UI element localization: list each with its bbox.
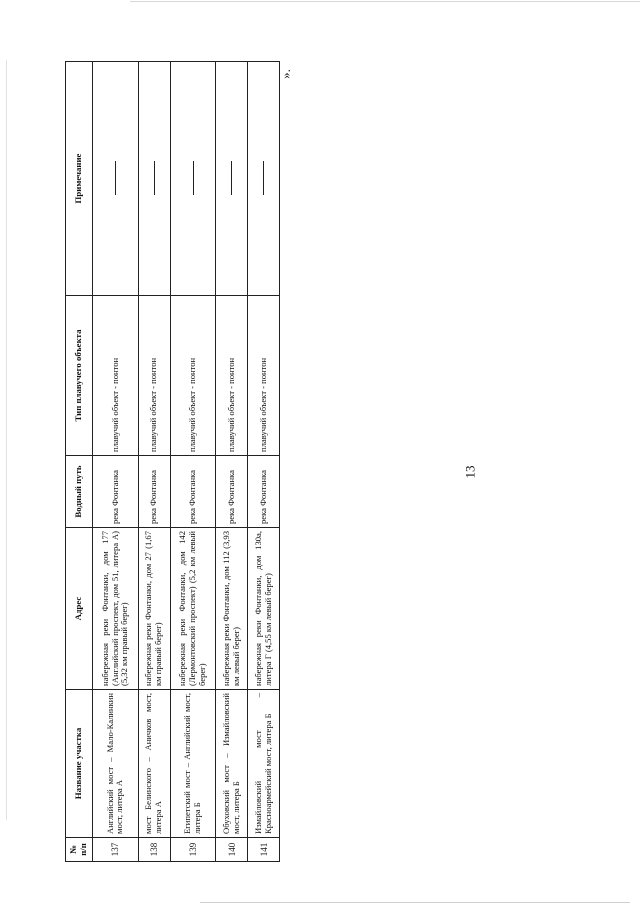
cell-object-type: плавучий объект - понтон [248, 296, 280, 456]
cell-address: набережная реки Фонтанки, дом 130а, литера Г (4,55 км левый берег) [248, 528, 280, 690]
note-dash [115, 162, 116, 196]
cell-note [216, 62, 248, 296]
cell-name: Измайловский мост – Красноармейский мост, литера Б [248, 690, 280, 838]
header-object-type: Тип плавучего объекта [66, 296, 93, 456]
note-dash [193, 162, 194, 196]
cell-address: набережная реки Фонтанки, дом 142 (Лермонтовский проспект) (5,2 км левый берег) [170, 528, 216, 690]
cell-address: набережная реки Фонтанки, дом 27 (1,67 км правый берег) [138, 528, 170, 690]
table-row [216, 62, 248, 862]
note-dash [154, 162, 155, 196]
cell-waterway: река Фонтанка [248, 456, 280, 528]
cell-name: мост Белинского – Аничков мост, литера А [138, 690, 170, 838]
cell-object-type: плавучий объект - понтон [170, 296, 216, 456]
pontoon-table [65, 61, 280, 862]
closing-quote-mark: ». [277, 69, 293, 79]
scan-edge-bottom [200, 902, 630, 903]
cell-name: Английский мост – Мало-Калинкин мост, литера А [93, 690, 139, 838]
table-row [93, 62, 139, 862]
header-note: Примечание [66, 62, 93, 296]
cell-object-type: плавучий объект - понтон [138, 296, 170, 456]
cell-name: Обуховский мост – Измайловский мост, литера Б [216, 690, 248, 838]
header-name: Название участка [66, 690, 93, 838]
table-row [170, 62, 216, 862]
header-address: Адрес [66, 528, 93, 690]
scan-edge-left [6, 60, 7, 820]
cell-number: 138 [138, 838, 170, 862]
cell-object-type: плавучий объект - понтон [216, 296, 248, 456]
cell-waterway: река Фонтанка [93, 456, 139, 528]
cell-note [170, 62, 216, 296]
cell-object-type: плавучий объект - понтон [93, 296, 139, 456]
cell-name: Египетский мост – Английский мост, литера Б [170, 690, 216, 838]
cell-number: 140 [216, 838, 248, 862]
note-dash [263, 162, 264, 196]
header-number: № п/п [66, 838, 93, 862]
header-waterway: Водный путь [66, 456, 93, 528]
cell-note [93, 62, 139, 296]
cell-note [248, 62, 280, 296]
cell-waterway: река Фонтанка [216, 456, 248, 528]
rotated-table-container [65, 62, 280, 862]
rotated-table-frame [65, 62, 280, 862]
table-row [248, 62, 280, 862]
note-dash [231, 162, 232, 196]
cell-address: набережная реки Фонтанки, дом 177 (Английский проспект, дом 51, литера А) (5,32 км правый берег) [93, 528, 139, 690]
cell-waterway: река Фонтанка [170, 456, 216, 528]
table-header-row [66, 62, 93, 862]
cell-number: 137 [93, 838, 139, 862]
cell-address: набережная реки Фонтанки, дом 112 (3,93 км левый берег) [216, 528, 248, 690]
cell-number: 141 [248, 838, 280, 862]
page-number: 13 [462, 465, 478, 479]
cell-waterway: река Фонтанка [138, 456, 170, 528]
table-row [138, 62, 170, 862]
scan-edge-top [130, 1, 640, 2]
cell-number: 139 [170, 838, 216, 862]
cell-note [138, 62, 170, 296]
